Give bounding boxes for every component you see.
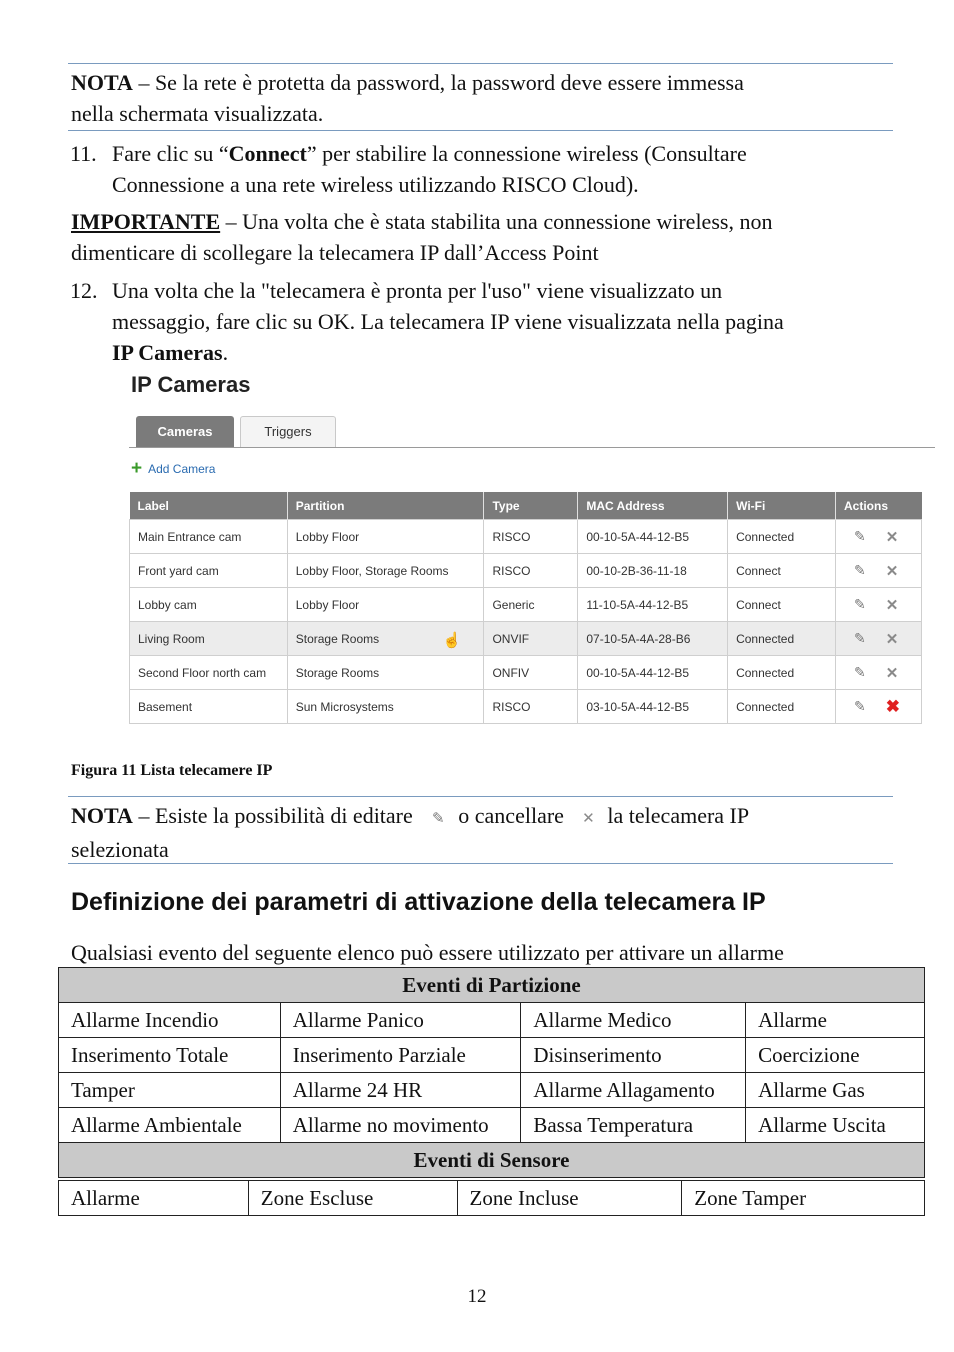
note-line1: – Se la rete è protetta da password, la password deve essere immessa (132, 70, 744, 95)
table-header-row (130, 492, 922, 520)
cell-mac: 00-10-5A-44-12-B5 (578, 656, 728, 690)
event-cell: Bassa Temperatura (521, 1108, 746, 1143)
add-camera-label: Add Camera (148, 462, 216, 476)
col-type[interactable]: Type (484, 492, 578, 520)
add-camera-button[interactable] (131, 458, 216, 479)
event-cell: Coercizione (746, 1038, 925, 1073)
page-number: 12 (467, 1286, 487, 1307)
note-line2: nella schermata visualizzata. (71, 101, 324, 126)
delete-x-icon: ✕ (582, 809, 595, 827)
note2-part1: – Esiste la possibilità di editare (132, 803, 413, 828)
step11-line2: Connessione a una rete wireless utilizzando RISCO Cloud). (112, 172, 639, 197)
delete-icon[interactable]: ✕ (885, 528, 899, 546)
cell-type: ONVIF (484, 622, 578, 656)
event-cell: Zone Tamper (682, 1181, 925, 1216)
edit-icon[interactable]: ✎ (854, 630, 866, 646)
step11-text (112, 138, 747, 200)
table-row-hovered[interactable] (130, 622, 922, 656)
cell-type: ONFIV (484, 656, 578, 690)
cell-label: Lobby cam (130, 588, 288, 622)
cell-type: RISCO (484, 520, 578, 554)
cell-label: Living Room (130, 622, 288, 656)
event-cell: Zone Escluse (248, 1181, 457, 1216)
delete-icon[interactable]: ✕ (885, 562, 899, 580)
intro-text: Qualsiasi evento del seguente elenco può essere utilizzato per attivare un allarme (71, 940, 784, 965)
event-cell: Allarme (746, 1003, 925, 1038)
step12-text (112, 275, 784, 368)
table-row[interactable] (130, 554, 922, 588)
delete-icon-hovered[interactable]: ✖ (885, 696, 900, 716)
col-partition[interactable]: Partition (287, 492, 484, 520)
delete-icon[interactable]: ✕ (885, 596, 899, 614)
partition-events-table (58, 967, 925, 1178)
table-row[interactable] (130, 656, 922, 690)
event-cell: Allarme Ambientale (59, 1108, 281, 1143)
event-cell: Allarme Medico (521, 1003, 746, 1038)
sensor-events-table (58, 1180, 925, 1216)
edit-icon[interactable]: ✎ (854, 528, 866, 544)
cell-mac: 11-10-5A-44-12-B5 (578, 588, 728, 622)
event-cell: Inserimento Totale (59, 1038, 281, 1073)
important-line1: – Una volta che è stata stabilita una connessione wireless, non (220, 209, 773, 234)
screenshot-title: IP Cameras (131, 372, 251, 397)
note2-label: NOTA (71, 803, 133, 828)
cell-wifi: Connected (728, 690, 836, 724)
step12-line2: messaggio, fare clic su OK. La telecamera IP viene visualizzata nella pagina (112, 309, 784, 334)
table-row (59, 1038, 925, 1073)
cell-type: Generic (484, 588, 578, 622)
wifi-connect-link[interactable]: Connect (728, 588, 836, 622)
tab-cameras[interactable]: Cameras (136, 416, 234, 447)
tab-underline (129, 447, 935, 448)
cell-actions (836, 520, 922, 554)
note-label: NOTA (71, 70, 133, 95)
table-row (59, 1108, 925, 1143)
event-cell: Allarme Panico (280, 1003, 521, 1038)
pencil-icon: ✎ (431, 809, 445, 827)
edit-icon[interactable]: ✎ (854, 562, 866, 578)
note-text (71, 67, 744, 129)
cell-actions (836, 588, 922, 622)
step11-bold: Connect (228, 141, 307, 166)
table-row (59, 1003, 925, 1038)
edit-icon[interactable]: ✎ (854, 698, 866, 714)
cell-partition: Lobby Floor (287, 588, 484, 622)
note2-text (71, 800, 749, 865)
note2-top-rule (68, 796, 893, 797)
cell-type: RISCO (484, 690, 578, 724)
col-label[interactable]: Label (130, 492, 288, 520)
step12-line1: Una volta che la "telecamera è pronta per l'uso" viene visualizzato un (112, 278, 723, 303)
event-cell: Inserimento Parziale (280, 1038, 521, 1073)
cell-partition: Storage Rooms (287, 656, 484, 690)
partition-text: Storage Rooms (295, 631, 380, 646)
cell-actions (836, 656, 922, 690)
cell-actions (836, 622, 922, 656)
cell-mac: 07-10-5A-4A-28-B6 (578, 622, 728, 656)
note-bottom-rule (68, 130, 893, 131)
plus-icon: + (131, 458, 143, 479)
cameras-table (129, 492, 922, 724)
cell-type: RISCO (484, 554, 578, 588)
cell-actions (836, 554, 922, 588)
event-cell: Allarme (59, 1181, 249, 1216)
event-cell: Allarme Uscita (746, 1108, 925, 1143)
delete-icon[interactable]: ✕ (885, 664, 899, 682)
event-cell: Allarme 24 HR (280, 1073, 521, 1108)
hand-cursor-icon: ☝ (442, 632, 462, 649)
step12-number: 12. (70, 278, 98, 303)
cell-label: Main Entrance cam (130, 520, 288, 554)
cell-mac: 03-10-5A-44-12-B5 (578, 690, 728, 724)
cell-wifi: Connected (728, 656, 836, 690)
note2-line2: selezionata (71, 837, 169, 862)
col-actions: Actions (836, 492, 922, 520)
note2-bottom-rule (68, 863, 893, 864)
sensor-events-header: Eventi di Sensore (59, 1143, 925, 1178)
event-cell: Tamper (59, 1073, 281, 1108)
cell-mac: 00-10-5A-44-12-B5 (578, 520, 728, 554)
tab-triggers[interactable]: Triggers (240, 416, 336, 447)
note2-part2: o cancellare (458, 803, 564, 828)
step11-pre: Fare clic su “ (112, 141, 229, 166)
event-cell: Allarme Gas (746, 1073, 925, 1108)
step11-post: ” per stabilire la connessione wireless (Consultare (306, 141, 747, 166)
col-mac-address[interactable]: MAC Address (578, 492, 728, 520)
section-title: Definizione dei parametri di attivazione della telecamera IP (71, 888, 766, 916)
note2-part3: la telecamera IP (607, 803, 750, 828)
cell-wifi: Connected (728, 520, 836, 554)
col-wifi[interactable]: Wi-Fi (728, 492, 836, 520)
cell-label: Front yard cam (130, 554, 288, 588)
edit-icon[interactable]: ✎ (854, 596, 866, 612)
cell-partition: Lobby Floor (287, 520, 484, 554)
table-row (59, 1073, 925, 1108)
event-cell: Zone Incluse (457, 1181, 682, 1216)
important-text (71, 206, 772, 268)
cell-actions (836, 690, 922, 724)
table-row[interactable] (130, 520, 922, 554)
partition-events-header: Eventi di Partizione (59, 968, 925, 1003)
cell-wifi: Connected (728, 622, 836, 656)
event-cell: Disinserimento (521, 1038, 746, 1073)
cell-label: Basement (130, 690, 288, 724)
cell-label: Second Floor north cam (130, 656, 288, 690)
delete-icon[interactable]: ✕ (885, 630, 899, 648)
event-cell: Allarme no movimento (280, 1108, 521, 1143)
step11-number: 11. (70, 141, 97, 166)
step12-bold: IP Cameras (112, 340, 223, 365)
figure-caption: Figura 11 Lista telecamere IP (71, 762, 273, 779)
note-top-rule (68, 63, 893, 64)
wifi-connect-link[interactable]: Connect (728, 554, 836, 588)
table-row (59, 1181, 925, 1216)
important-label: IMPORTANTE (71, 209, 221, 234)
edit-icon[interactable]: ✎ (854, 664, 866, 680)
important-line2: dimenticare di scollegare la telecamera IP dall’Access Point (71, 240, 599, 265)
cell-partition: Lobby Floor, Storage Rooms (287, 554, 484, 588)
cell-partition (287, 622, 484, 656)
cell-partition: Sun Microsystems (287, 690, 484, 724)
event-cell: Allarme Allagamento (521, 1073, 746, 1108)
cell-mac: 00-10-2B-36-11-18 (578, 554, 728, 588)
event-cell: Allarme Incendio (59, 1003, 281, 1038)
table-row[interactable] (130, 690, 922, 724)
table-row[interactable] (130, 588, 922, 622)
step12-end: . (222, 340, 229, 365)
